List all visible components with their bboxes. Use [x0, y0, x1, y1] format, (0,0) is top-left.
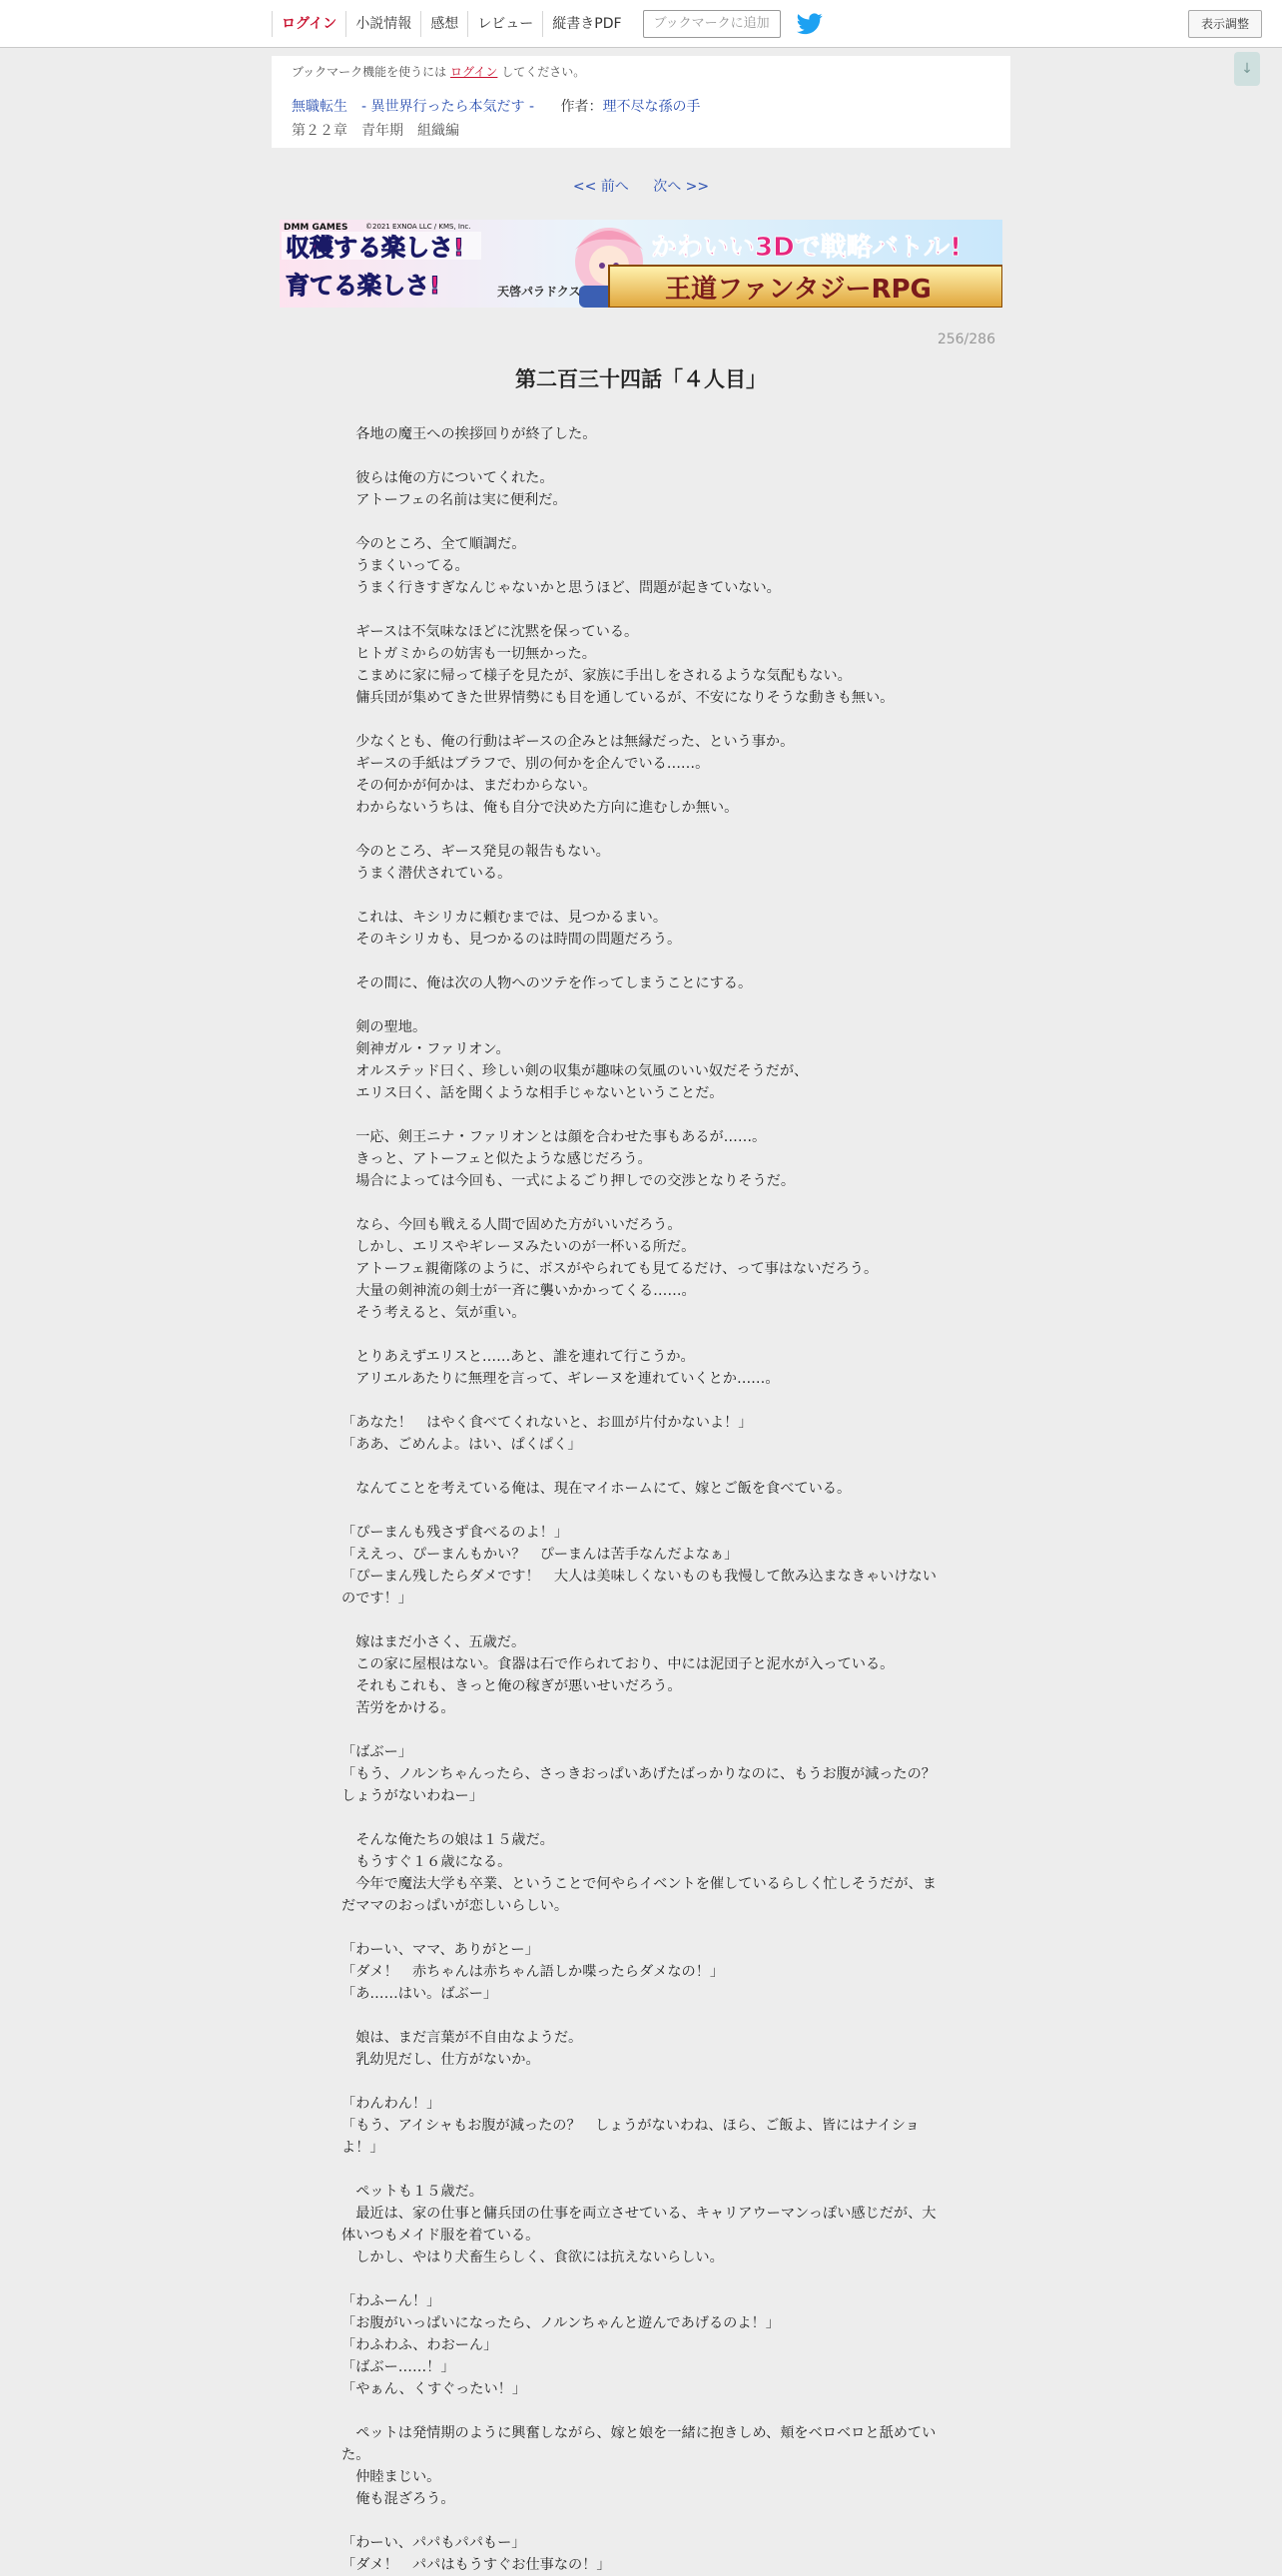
pager-top: [0, 176, 1282, 196]
novel-paragraph: そのキシリカも、見つかるのは時間の問題だろう。: [341, 932, 682, 948]
novel-paragraph: 「もう、アイシャもお腹が減ったの？ しょうがないわね、ほら、ご飯よ、皆にはナイショよ！」: [341, 2118, 920, 2156]
novel-paragraph: [341, 2159, 941, 2181]
banner-copyright: ©2021 EXNOA LLC / KMS, Inc.: [365, 223, 471, 231]
author-link[interactable]: 理不尽な孫の手: [602, 99, 701, 115]
episode-title: 第二百三十四話「４人目」: [515, 367, 767, 391]
novel-paragraph: エリス曰く、話を聞くような相手じゃないということだ。: [341, 1085, 724, 1101]
novel-paragraph: 今のところ、全て順調だ。: [341, 536, 526, 552]
novel-paragraph: [341, 1104, 941, 1126]
novel-paragraph: 仲睦まじい。: [341, 2469, 441, 2485]
novel-paragraph: 「ああ、ごめんよ。はい、ぱくぱく」: [341, 1437, 582, 1453]
novel-paragraph: [341, 599, 941, 621]
novel-paragraph: 場合によっては今回も、一式によるごり押しでの交渉となりそうだ。: [341, 1173, 796, 1189]
novel-paragraph: 「やぁん、くすぐったい！」: [341, 2381, 527, 2397]
novel-paragraph: これは、キシリカに頼むまでは、見つかるまい。: [341, 910, 668, 926]
novel-paragraph: 一応、剣王ニナ・ファリオンとは顔を合わせた事もあるが……。: [341, 1129, 767, 1145]
game-ad-banner[interactable]: [280, 220, 1002, 308]
scroll-down-icon[interactable]: ↓: [1234, 52, 1260, 86]
novel-info-box: [272, 56, 1010, 148]
twitter-share-icon[interactable]: [797, 13, 823, 35]
novel-paragraph: [341, 2005, 941, 2027]
nav-review-link[interactable]: レビュー: [467, 11, 542, 37]
novel-paragraph: うまくいってる。: [341, 558, 469, 574]
novel-paragraph: 「ぴーまんも残さず食べるのよ！」: [341, 1525, 569, 1541]
novel-paragraph: そんな俺たちの娘は１５歳だ。: [341, 1832, 554, 1848]
novel-paragraph: [341, 951, 941, 972]
novel-paragraph: わからないうちは、俺も自分で決めた方向に進むしか無い。: [341, 800, 739, 816]
novel-paragraph: 傭兵団が集めてきた世界情勢にも目を通しているが、不安になりそうな動きも無い。: [341, 690, 895, 706]
novel-paragraph: [341, 885, 941, 907]
novel-paragraph: ギースの手紙はブラフで、別の何かを企んでいる……。: [341, 756, 710, 772]
novel-paragraph: 「わんわん！」: [341, 2096, 441, 2112]
novel-paragraph: 「お腹がいっぱいになったら、ノルンちゃんと遊んであげるのよ！」: [341, 2315, 780, 2331]
novel-paragraph: 「ばぶー」: [341, 1744, 412, 1760]
novel-paragraph: こまめに家に帰って様子を見たが、家族に手出しをされるような気配もない。: [341, 668, 852, 684]
novel-paragraph: アトーフェ親衛隊のように、ボスがやられても見てるだけ、って事はないだろう。: [341, 1261, 879, 1277]
novel-paragraph: しかし、エリスやギレーヌみたいのが一杯いる所だ。: [341, 1239, 696, 1255]
bookmark-note-suffix: してください。: [501, 65, 586, 79]
bookmark-note-text: ブックマーク機能を使うには: [292, 65, 447, 79]
novel-paragraph: [341, 2071, 941, 2093]
top-nav-bar: [0, 0, 1282, 48]
novel-paragraph: [341, 2268, 941, 2290]
novel-paragraph: [341, 1324, 941, 1346]
novel-paragraph: ペットも１５歳だ。: [341, 2184, 483, 2200]
novel-paragraph: アトーフェの名前は実に便利だ。: [341, 492, 567, 508]
nav-novel-info-link[interactable]: 小説情報: [345, 11, 420, 37]
novel-paragraph: 「ええっ、ぴーまんもかい？ ぴーまんは苦手なんだよなぁ」: [341, 1547, 739, 1563]
novel-paragraph: アリエルあたりに無理を言って、ギレーヌを連れていくとか……。: [341, 1371, 780, 1387]
nav-menu: [272, 0, 823, 47]
add-bookmark-button[interactable]: ブックマークに追加: [643, 10, 781, 38]
novel-paragraph: 娘は、まだ言葉が不自由なようだ。: [341, 2030, 583, 2046]
novel-paragraph: 今年で魔法大学も卒業、ということで何やらイベントを催しているらしく忙しそうだが、まだママのおっぱいが恋しいらしい。: [341, 1876, 937, 1914]
novel-paragraph: [341, 819, 941, 841]
prev-episode-link[interactable]: << 前へ: [572, 179, 629, 195]
novel-paragraph: [341, 1807, 941, 1829]
banner-corner-brand: DMM GAMES: [284, 223, 348, 233]
novel-paragraph: もうすぐ１６歳になる。: [341, 1854, 512, 1870]
novel-paragraph: 彼らは俺の方についてくれた。: [341, 470, 554, 486]
banner-logo: 天啓パラドクス: [497, 285, 581, 299]
novel-paragraph: それもこれも、きっと俺の稼ぎが悪いせいだろう。: [341, 1678, 682, 1694]
novel-paragraph: ギースは不気味なほどに沈黙を保っている。: [341, 624, 639, 640]
novel-paragraph: [341, 511, 941, 533]
novel-paragraph: そう考えると、気が重い。: [341, 1305, 526, 1321]
novel-paragraph: [341, 1719, 941, 1741]
novel-paragraph: [341, 445, 941, 467]
novel-paragraph: [341, 2510, 941, 2532]
novel-paragraph: 「わふーん！」: [341, 2293, 441, 2309]
novel-paragraph: ヒトガミからの妨害も一切無かった。: [341, 646, 596, 662]
novel-paragraph: 「あなた！ はやく食べてくれないと、お皿が片付かないよ！」: [341, 1415, 753, 1431]
novel-paragraph: [341, 709, 941, 731]
episode-counter: 256/286: [937, 331, 995, 347]
banner-left-line1: 収穫する楽しさ!: [286, 234, 464, 262]
nav-vertical-pdf-link[interactable]: 縦書きPDF: [542, 11, 630, 37]
novel-paragraph: 俺も混ざろう。: [341, 2491, 455, 2507]
banner-left-line2: 育てる楽しさ!: [286, 272, 440, 300]
novel-paragraph: 今のところ、ギース発見の報告もない。: [341, 844, 610, 860]
chapter-title: 第２２章 青年期 組織編: [292, 123, 459, 139]
novel-paragraph: 最近は、家の仕事と傭兵団の仕事を両立させている、キャリアウーマンっぽい感じだが、大体いつもメイド服を着ている。: [341, 2206, 937, 2244]
novel-paragraph: きっと、アトーフェと似たような感じだろう。: [341, 1151, 652, 1167]
novel-paragraph: 苦労をかける。: [341, 1700, 455, 1716]
novel-paragraph: 大量の剣神流の剣士が一斉に襲いかかってくる……。: [341, 1283, 696, 1299]
novel-paragraph: この家に屋根はない。食器は石で作られており、中には泥団子と泥水が入っている。: [341, 1656, 895, 1672]
nav-login-link[interactable]: ログイン: [272, 11, 345, 37]
author-label: 作者：: [560, 99, 603, 115]
novel-paragraph: 「ぴーまん残したらダメです！ 大人は美味しくないものも我慢して飲み込まなきゃいけないのです！」: [341, 1569, 937, 1607]
novel-paragraph: 「ばぶー……！」: [341, 2359, 455, 2375]
series-line: [292, 96, 700, 116]
novel-paragraph: なら、今回も戦える人間で固めた方がいいだろう。: [341, 1217, 682, 1233]
novel-paragraph: 「ダメ！ パパはもうすぐお仕事なの！」: [341, 2557, 611, 2573]
novel-body: [341, 423, 951, 2576]
novel-paragraph: [341, 1610, 941, 1631]
novel-paragraph: 「わーい、パパもパパもー」: [341, 2535, 526, 2551]
novel-paragraph: その間に、俺は次の人物へのツテを作ってしまうことにする。: [341, 975, 753, 991]
nav-impressions-link[interactable]: 感想: [420, 11, 467, 37]
novel-paragraph: しかし、やはり犬畜生らしく、食欲には抗えないらしい。: [341, 2250, 724, 2265]
novel-paragraph: 嫁はまだ小さく、五歳だ。: [341, 1634, 526, 1650]
novel-paragraph: [341, 1917, 941, 1939]
novel-paragraph: [341, 994, 941, 1016]
novel-paragraph: 各地の魔王への挨拶回りが終了した。: [341, 426, 597, 442]
novel-paragraph: 「もう、ノルンちゃんったら、さっきおっぱいあげたばっかりなのに、もうお腹が減ったの？ しょうがないわねー」: [341, 1766, 951, 1804]
novel-paragraph: うまく潜伏されている。: [341, 866, 512, 882]
novel-paragraph: その何かが何かは、まだわからない。: [341, 778, 597, 794]
novel-paragraph: なんてことを考えている俺は、現在マイホームにて、嫁とご飯を食べている。: [341, 1481, 852, 1497]
banner-right-line2: 王道ファンタジーRPG: [665, 275, 932, 305]
novel-paragraph: 少なくとも、俺の行動はギースの企みとは無縁だった、という事か。: [341, 734, 795, 750]
novel-paragraph: ペットは発情期のように興奮しながら、嫁と娘を一緒に抱きしめ、頬をベロベロと舐めていた。: [341, 2425, 937, 2463]
novel-paragraph: 剣の聖地。: [341, 1019, 427, 1035]
bookmark-login-note: [292, 63, 585, 80]
novel-paragraph: 「わふわふ、わおーん」: [341, 2337, 498, 2353]
novel-paragraph: とりあえずエリスと……あと、誰を連れて行こうか。: [341, 1349, 695, 1365]
novel-paragraph: オルステッド曰く、珍しい剣の収集が趣味の気風のいい奴だそうだが、: [341, 1063, 809, 1079]
novel-paragraph: 乳幼児だし、仕方がないか。: [341, 2052, 540, 2068]
novel-paragraph: 「ダメ！ 赤ちゃんは赤ちゃん語しか喋ったらダメなの！」: [341, 1964, 725, 1980]
novel-paragraph: [341, 1390, 941, 1412]
novel-paragraph: 「あ……はい。ばぶー」: [341, 1986, 498, 2002]
series-title-link[interactable]: 無職転生 - 異世界行ったら本気だす -: [292, 99, 535, 115]
novel-paragraph: [341, 1192, 941, 1214]
banner-right-line1: かわいい3Dで戦略バトル!: [651, 233, 962, 263]
novel-paragraph: 剣神ガル・ファリオン。: [341, 1041, 510, 1057]
novel-paragraph: [341, 2400, 941, 2422]
novel-paragraph: 「わーい、ママ、ありがとー」: [341, 1942, 539, 1958]
bookmark-login-link[interactable]: ログイン: [450, 65, 498, 79]
display-settings-button[interactable]: 表示調整: [1188, 10, 1262, 38]
next-episode-link[interactable]: 次へ >>: [653, 179, 710, 195]
novel-paragraph: [341, 1500, 941, 1522]
novel-paragraph: うまく行きすぎなんじゃないかと思うほど、問題が起きていない。: [341, 580, 781, 596]
novel-paragraph: [341, 1456, 941, 1478]
